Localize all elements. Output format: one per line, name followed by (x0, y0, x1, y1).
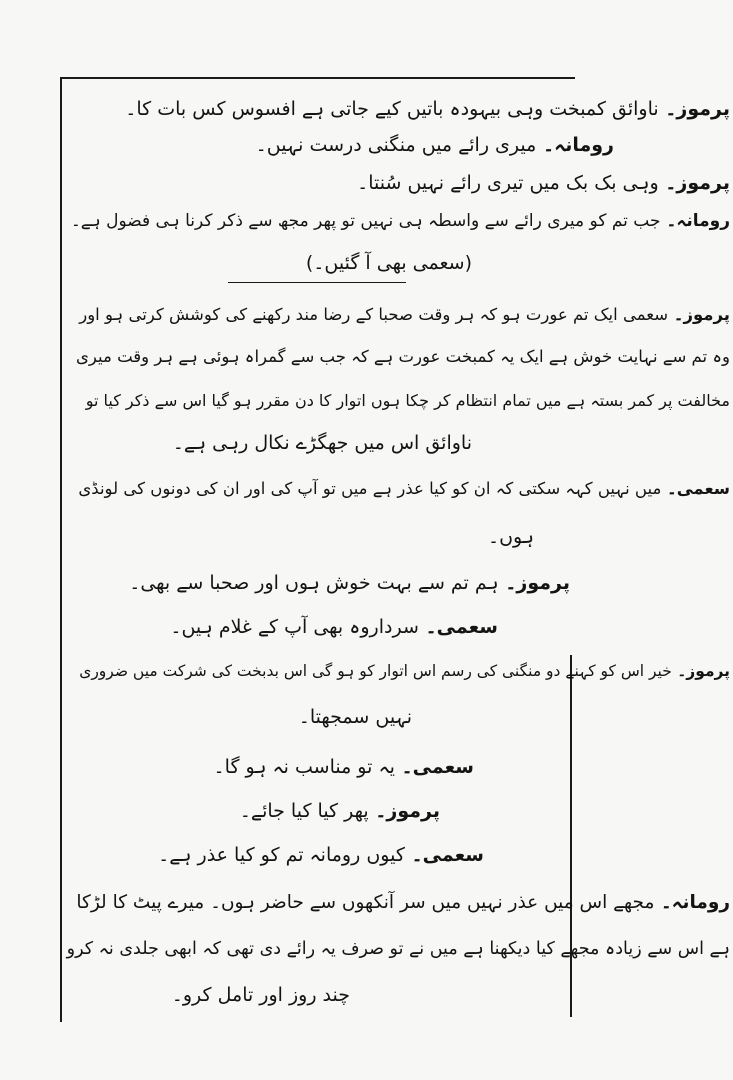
dialogue-text: میری رائے میں منگنی درست نہیں۔ (255, 134, 537, 156)
dialogue-line: سعمی۔ کیوں رومانہ تم کو کیا عذر ہے۔ (158, 844, 484, 866)
continuation-line (86, 388, 730, 414)
speaker-name: سعمی (436, 616, 498, 638)
dialogue-line: پرموز۔ خیر اس کو کہنے دو منگنی کی رسم اس اتوار کو ہو گی اس بدبخت کی شرکت میں ضروری (79, 662, 730, 680)
dialogue-text: کیوں رومانہ تم کو کیا عذر ہے۔ (158, 844, 405, 866)
dialogue-text: وہی بک بک میں تیری رائے نہیں سُنتا۔ (357, 172, 659, 194)
handwritten-underline (228, 282, 406, 283)
dialogue-text: نہیں سمجھتا۔ (298, 706, 412, 728)
speaker-name: سعمی (412, 756, 474, 778)
dialogue-line: سعمی۔ یہ تو مناسب نہ ہو گا۔ (213, 756, 474, 778)
dialogue-text: چند روز اور تامل کرو۔ (171, 984, 350, 1006)
speaker-name: سعمی (422, 844, 484, 866)
speaker-name: رومانہ (554, 134, 614, 156)
speaker-name: پرموز (676, 172, 730, 194)
dialogue-text: جب تم کو میری رائے سے واسطہ ہی نہیں تو پھر مجھ سے ذکر کرنا ہی فضول ہے۔ (70, 211, 661, 231)
continuation-line (173, 430, 472, 456)
dialogue-text: ہم تم سے بہت خوش ہوں اور صحبا سے بھی۔ (129, 572, 499, 594)
continuation-line (67, 936, 730, 962)
speaker-name: رومانہ (671, 892, 730, 913)
dialogue-line: رومانہ۔ مجھے اس میں عذر نہیں میں سر آنکھوں سے حاضر ہوں۔ میرے پیٹ کا لڑکا (76, 892, 730, 913)
speaker-name: پرموز (676, 98, 730, 120)
speaker-name: پرموز (686, 662, 730, 680)
dialogue-text: وہ تم سے نہایت خوش ہے ایک یہ کمبخت عورت ہے کہ جب سے گمراہ ہوئی ہے ہر وقت میری (76, 347, 730, 366)
continuation-line (299, 704, 412, 730)
dialogue-line: پرموز۔ ہم تم سے بہت خوش ہوں اور صحبا سے بھی۔ (129, 572, 570, 594)
speaker-name: سعمی (676, 479, 730, 498)
dialogue-text: مخالفت پر کمر بستہ ہے میں تمام انتظام کر چکا ہوں اتوار کا دن مقرر ہو گیا اس سے ذکر کیا تو (85, 391, 730, 410)
stage-direction (306, 250, 472, 276)
continuation-line (488, 524, 534, 550)
continuation-line (76, 344, 730, 370)
dialogue-text: میں نہیں کہہ سکتی کہ ان کو کیا عذر ہے میں تو آپ کی اور ان کی دونوں کی لونڈی (78, 479, 662, 498)
speaker-name: پرموز (386, 800, 440, 822)
dialogue-line: پرموز۔ پھر کیا کیا جائے۔ (239, 800, 440, 822)
dialogue-text: پھر کیا کیا جائے۔ (239, 800, 369, 822)
dialogue-text: ناوائق اس میں جھگڑے نکال رہی ہے۔ (172, 432, 472, 454)
continuation-line (172, 982, 350, 1008)
dialogue-line: سعمی۔ میں نہیں کہہ سکتی کہ ان کو کیا عذر ہے میں تو آپ کی اور ان کی دونوں کی لونڈی (78, 479, 730, 498)
dialogue-text: ہوں۔ (487, 526, 534, 548)
speaker-name: پرموز (683, 305, 730, 324)
dialogue-line: پرموز۔ ناوائق کمبخت وہی بیہودہ باتیں کیے جاتی ہے افسوس کس بات کا۔ (125, 98, 730, 120)
dialogue-line: پرموز۔ وہی بک بک میں تیری رائے نہیں سُنتا۔ (357, 172, 730, 194)
dialogue-text: سرداروہ بھی آپ کے غلام ہیں۔ (170, 616, 419, 638)
dialogue-line: رومانہ۔ جب تم کو میری رائے سے واسطہ ہی نہیں تو پھر مجھ سے ذکر کرنا ہی فضول ہے۔ (70, 211, 730, 231)
stage-direction-text: (سعمی بھی آ گئیں۔) (305, 252, 472, 274)
dialogue-text: سعمی ایک تم عورت ہو کہ ہر وقت صحبا کے رضا مند رکھنے کی کوشش کرتی ہو اور (79, 305, 669, 324)
dialogue-line: رومانہ۔ میری رائے میں منگنی درست نہیں۔ (255, 134, 614, 156)
text-area (66, 92, 730, 1017)
dialogue-text: خیر اس کو کہنے دو منگنی کی رسم اس اتوار کو ہو گی اس بدبخت کی شرکت میں ضروری (79, 662, 672, 680)
dialogue-text: یہ تو مناسب نہ ہو گا۔ (213, 756, 395, 778)
dialogue-line: سعمی۔ سرداروہ بھی آپ کے غلام ہیں۔ (170, 616, 498, 638)
dialogue-text: ناوائق کمبخت وہی بیہودہ باتیں کیے جاتی ہے افسوس کس بات کا۔ (125, 98, 659, 120)
speaker-name: پرموز (516, 572, 570, 594)
speaker-name: رومانہ (676, 211, 730, 231)
dialogue-text: مجھے اس میں عذر نہیں میں سر آنکھوں سے حاضر ہوں۔ میرے پیٹ کا لڑکا (76, 892, 655, 913)
dialogue-text: ہے اس سے زیادہ مجھے کیا دیکھنا ہے میں نے تو صرف یہ رائے دی تھی کہ ابھی جلدی نہ کرو (66, 939, 730, 959)
dialogue-line: پرموز۔ سعمی ایک تم عورت ہو کہ ہر وقت صحبا کے رضا مند رکھنے کی کوشش کرتی ہو اور (79, 305, 730, 324)
